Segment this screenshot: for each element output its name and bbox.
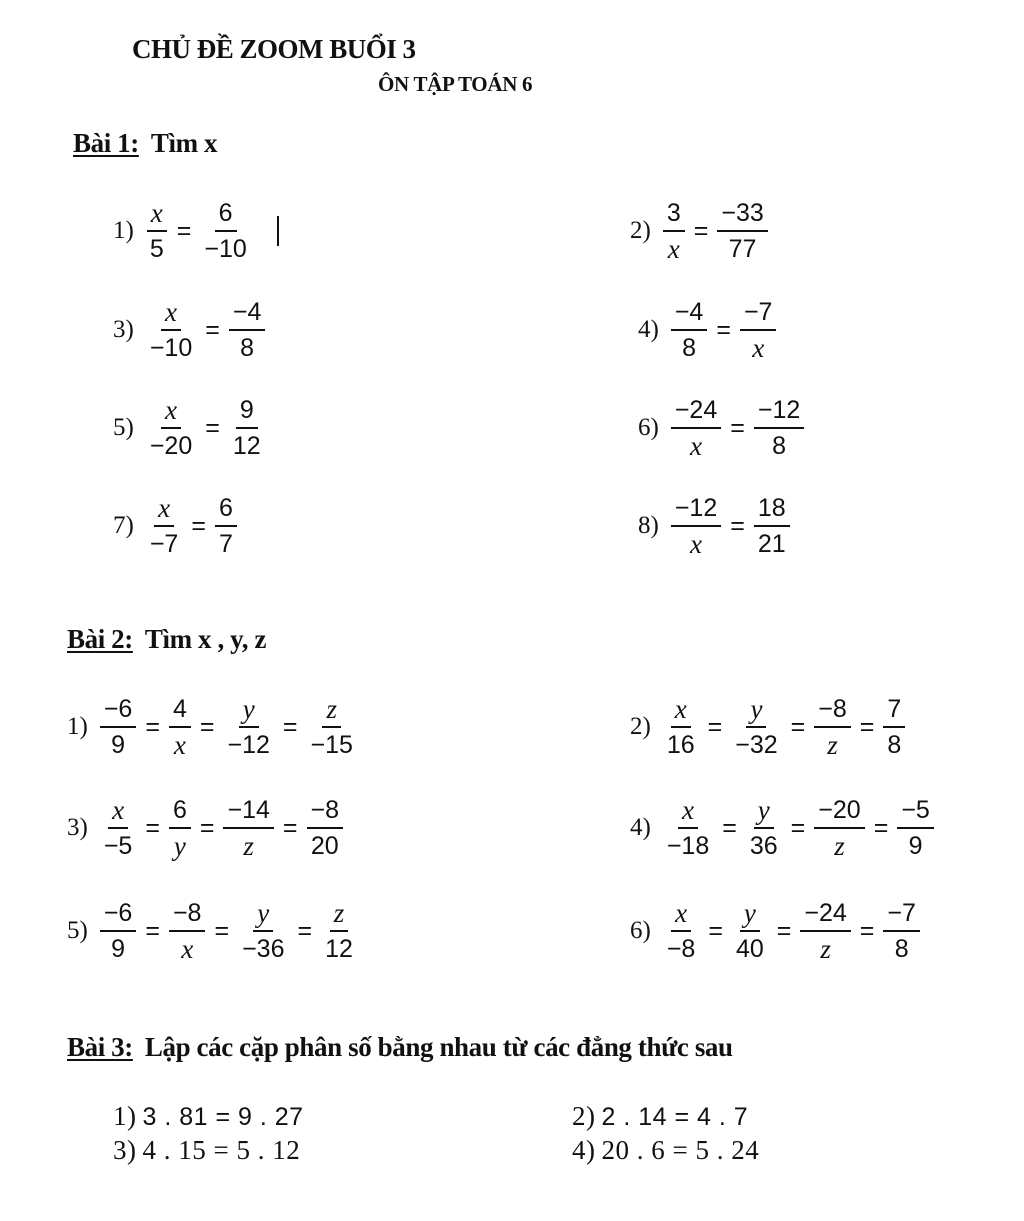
equals-sign: = (790, 712, 806, 741)
item-number: 8) (638, 512, 659, 539)
denominator: 8 (240, 334, 255, 362)
equation-item (630, 793, 938, 863)
numerator: −12 (671, 491, 721, 527)
item-number: 5) (67, 917, 88, 944)
denominator: −12 (227, 731, 270, 759)
denominator: −7 (149, 530, 179, 558)
fraction (883, 692, 905, 762)
denominator: y (173, 831, 186, 861)
denominator: 8 (894, 935, 909, 963)
equals-sign: = (145, 813, 160, 842)
denominator: −8 (666, 935, 696, 963)
fraction (671, 393, 721, 463)
fraction (754, 491, 790, 561)
fraction (663, 196, 685, 266)
denominator: z (827, 730, 838, 760)
numerator: −5 (897, 793, 934, 829)
fraction (731, 692, 781, 762)
fraction (663, 692, 699, 762)
fraction (100, 692, 137, 762)
denominator: x (181, 934, 194, 964)
denominator: 77 (728, 235, 757, 263)
section-task: Lập các cặp phân số bằng nhau từ các đẳng thức sau (144, 1032, 733, 1062)
denominator: z (820, 934, 831, 964)
denominator: x (690, 529, 703, 559)
equation-item (638, 295, 780, 365)
numerator: 18 (754, 491, 790, 527)
fraction (169, 692, 191, 762)
equals-sign: = (282, 813, 298, 842)
item-number: 7) (113, 512, 134, 539)
equation-item (67, 793, 347, 863)
fraction (321, 896, 357, 966)
denominator: −20 (149, 432, 193, 460)
fraction (671, 295, 708, 365)
numerator: −14 (223, 793, 273, 829)
denominator: −5 (103, 832, 133, 860)
equals-sign: = (859, 712, 875, 741)
numerator: x (108, 793, 128, 829)
denominator: z (243, 831, 254, 861)
numerator: y (746, 692, 766, 728)
denominator: x (173, 730, 186, 760)
denominator: 9 (111, 731, 126, 759)
numerator: −6 (100, 692, 137, 728)
product-equality (572, 1101, 748, 1132)
product-equality (113, 1101, 304, 1132)
denominator: 9 (908, 832, 923, 860)
fraction (800, 896, 850, 966)
equation-item (113, 491, 241, 561)
equals-sign: = (693, 216, 709, 245)
denominator: 36 (749, 832, 778, 860)
equation-item (630, 896, 924, 966)
item-number: 4) (630, 814, 651, 841)
fraction (146, 295, 196, 365)
item-number: 2) (630, 217, 651, 244)
fraction (146, 393, 196, 463)
fraction (663, 793, 713, 863)
equals-sign: = (716, 315, 731, 344)
fraction (215, 491, 237, 561)
numerator: y (740, 896, 760, 932)
denominator: −32 (735, 731, 778, 759)
numerator: 6 (215, 491, 237, 527)
denominator: −36 (242, 935, 285, 963)
equation-item (630, 196, 772, 266)
item-number: 5) (113, 414, 134, 441)
numerator: x (678, 793, 698, 829)
numerator: y (239, 692, 259, 728)
equation-item (67, 896, 361, 966)
numerator: x (154, 491, 174, 527)
fraction (746, 793, 782, 863)
denominator: x (667, 234, 680, 264)
page-title: CHỦ ĐỀ ZOOM BUỔI 3 (132, 34, 416, 64)
numerator: x (671, 692, 691, 728)
equals-sign: = (176, 216, 192, 245)
denominator: −10 (149, 334, 193, 362)
equals-sign: = (191, 511, 206, 540)
equation-item (113, 393, 269, 463)
fraction (814, 793, 864, 863)
numerator: −8 (169, 896, 206, 932)
denominator: 12 (232, 432, 261, 460)
fraction (169, 896, 206, 966)
item-number: 6) (638, 414, 659, 441)
item-number: 1) (113, 1101, 137, 1131)
item-number: 4) (638, 316, 659, 343)
product-equality (572, 1135, 759, 1166)
equals-sign: = (776, 916, 792, 945)
fraction (740, 295, 777, 365)
numerator: −12 (754, 393, 804, 429)
denominator: 12 (325, 935, 353, 963)
item-number: 4) (572, 1135, 596, 1165)
numerator: y (754, 793, 774, 829)
equals-sign: = (199, 712, 215, 741)
denominator: 16 (666, 731, 695, 759)
numerator: −7 (883, 896, 920, 932)
fraction (229, 393, 265, 463)
denominator: −15 (310, 731, 353, 759)
product-equality (113, 1135, 300, 1166)
expression: 20 . 6 = 5 . 24 (601, 1135, 760, 1165)
fraction (732, 896, 768, 966)
item-number: 1) (113, 217, 134, 244)
equals-sign: = (708, 916, 723, 945)
fraction (897, 793, 934, 863)
fraction (754, 393, 804, 463)
denominator: 40 (735, 935, 764, 963)
equation-item (630, 692, 909, 762)
numerator: y (253, 896, 273, 932)
item-number: 3) (67, 814, 88, 841)
equals-sign: = (282, 712, 298, 741)
equals-sign: = (205, 413, 220, 442)
fraction (883, 896, 920, 966)
numerator: −20 (814, 793, 864, 829)
numerator: x (147, 196, 167, 232)
equals-sign: = (790, 813, 806, 842)
denominator: 9 (111, 935, 126, 963)
numerator: x (671, 896, 691, 932)
denominator: 20 (310, 832, 339, 860)
fraction (717, 196, 767, 266)
expression: 4 . 15 = 5 . 12 (142, 1135, 301, 1165)
numerator: −24 (671, 393, 721, 429)
numerator: 4 (169, 692, 191, 728)
fraction (229, 295, 266, 365)
fraction (663, 896, 700, 966)
fraction (100, 793, 137, 863)
equals-sign: = (730, 511, 745, 540)
denominator: 5 (149, 235, 164, 263)
equals-sign: = (145, 712, 160, 741)
section-label: Bài 2: (67, 624, 133, 654)
expression: 2 . 14 = 4 . 7 (601, 1103, 749, 1131)
denominator: 21 (757, 530, 786, 558)
denominator: 8 (682, 334, 697, 362)
fraction (238, 896, 288, 966)
item-number: 2) (630, 713, 651, 740)
fraction (671, 491, 721, 561)
page-subtitle: ÔN TẬP TOÁN 6 (378, 72, 533, 96)
equals-sign: = (297, 916, 313, 945)
denominator: −18 (666, 832, 710, 860)
item-number: 3) (113, 1135, 137, 1165)
item-number: 1) (67, 713, 88, 740)
equals-sign: = (859, 916, 875, 945)
section-label: Bài 1: (73, 128, 139, 158)
section-heading-bai2 (67, 624, 266, 655)
numerator: x (161, 295, 181, 331)
item-number: 3) (113, 316, 134, 343)
section-heading-bai3 (67, 1032, 733, 1063)
numerator: −4 (671, 295, 708, 331)
fraction (100, 896, 137, 966)
equals-sign: = (873, 813, 889, 842)
section-heading-bai1 (73, 128, 217, 159)
equation-item (638, 491, 794, 561)
section-task: Tìm x , y, z (144, 624, 267, 654)
text-cursor (277, 216, 279, 246)
section-label: Bài 3: (67, 1032, 133, 1062)
expression: 3 . 81 = 9 . 27 (142, 1103, 304, 1131)
numerator: z (322, 692, 341, 728)
equation-item (67, 692, 361, 762)
fraction (200, 196, 250, 266)
item-number: 6) (630, 917, 651, 944)
equals-sign: = (707, 712, 723, 741)
equals-sign: = (205, 315, 220, 344)
equals-sign: = (722, 813, 737, 842)
numerator: −4 (229, 295, 266, 331)
item-number: 2) (572, 1101, 596, 1131)
numerator: 9 (236, 393, 258, 429)
numerator: 6 (215, 196, 237, 232)
fraction (169, 793, 191, 863)
fraction (146, 491, 183, 561)
numerator: 7 (883, 692, 905, 728)
section-task: Tìm x (150, 128, 218, 158)
equals-sign: = (730, 413, 745, 442)
fraction (307, 793, 344, 863)
denominator: 7 (218, 530, 233, 558)
equation-item (113, 295, 269, 365)
equals-sign: = (145, 916, 160, 945)
numerator: −8 (307, 793, 344, 829)
numerator: −7 (740, 295, 777, 331)
fraction (223, 793, 273, 863)
numerator: −24 (800, 896, 850, 932)
equals-sign: = (214, 916, 230, 945)
numerator: 3 (663, 196, 685, 232)
denominator: x (752, 333, 765, 363)
fraction (307, 692, 357, 762)
equals-sign: = (199, 813, 215, 842)
denominator: z (834, 831, 845, 861)
numerator: −6 (100, 896, 137, 932)
numerator: −8 (814, 692, 851, 728)
fraction (814, 692, 851, 762)
numerator: 6 (169, 793, 191, 829)
equation-item (638, 393, 808, 463)
numerator: −33 (717, 196, 767, 232)
numerator: z (330, 896, 349, 932)
fraction (223, 692, 273, 762)
equation-item (113, 196, 279, 266)
denominator: x (690, 431, 703, 461)
denominator: 8 (887, 731, 902, 759)
numerator: x (161, 393, 181, 429)
denominator: 8 (772, 432, 787, 460)
denominator: −10 (204, 235, 247, 263)
fraction (146, 196, 168, 266)
